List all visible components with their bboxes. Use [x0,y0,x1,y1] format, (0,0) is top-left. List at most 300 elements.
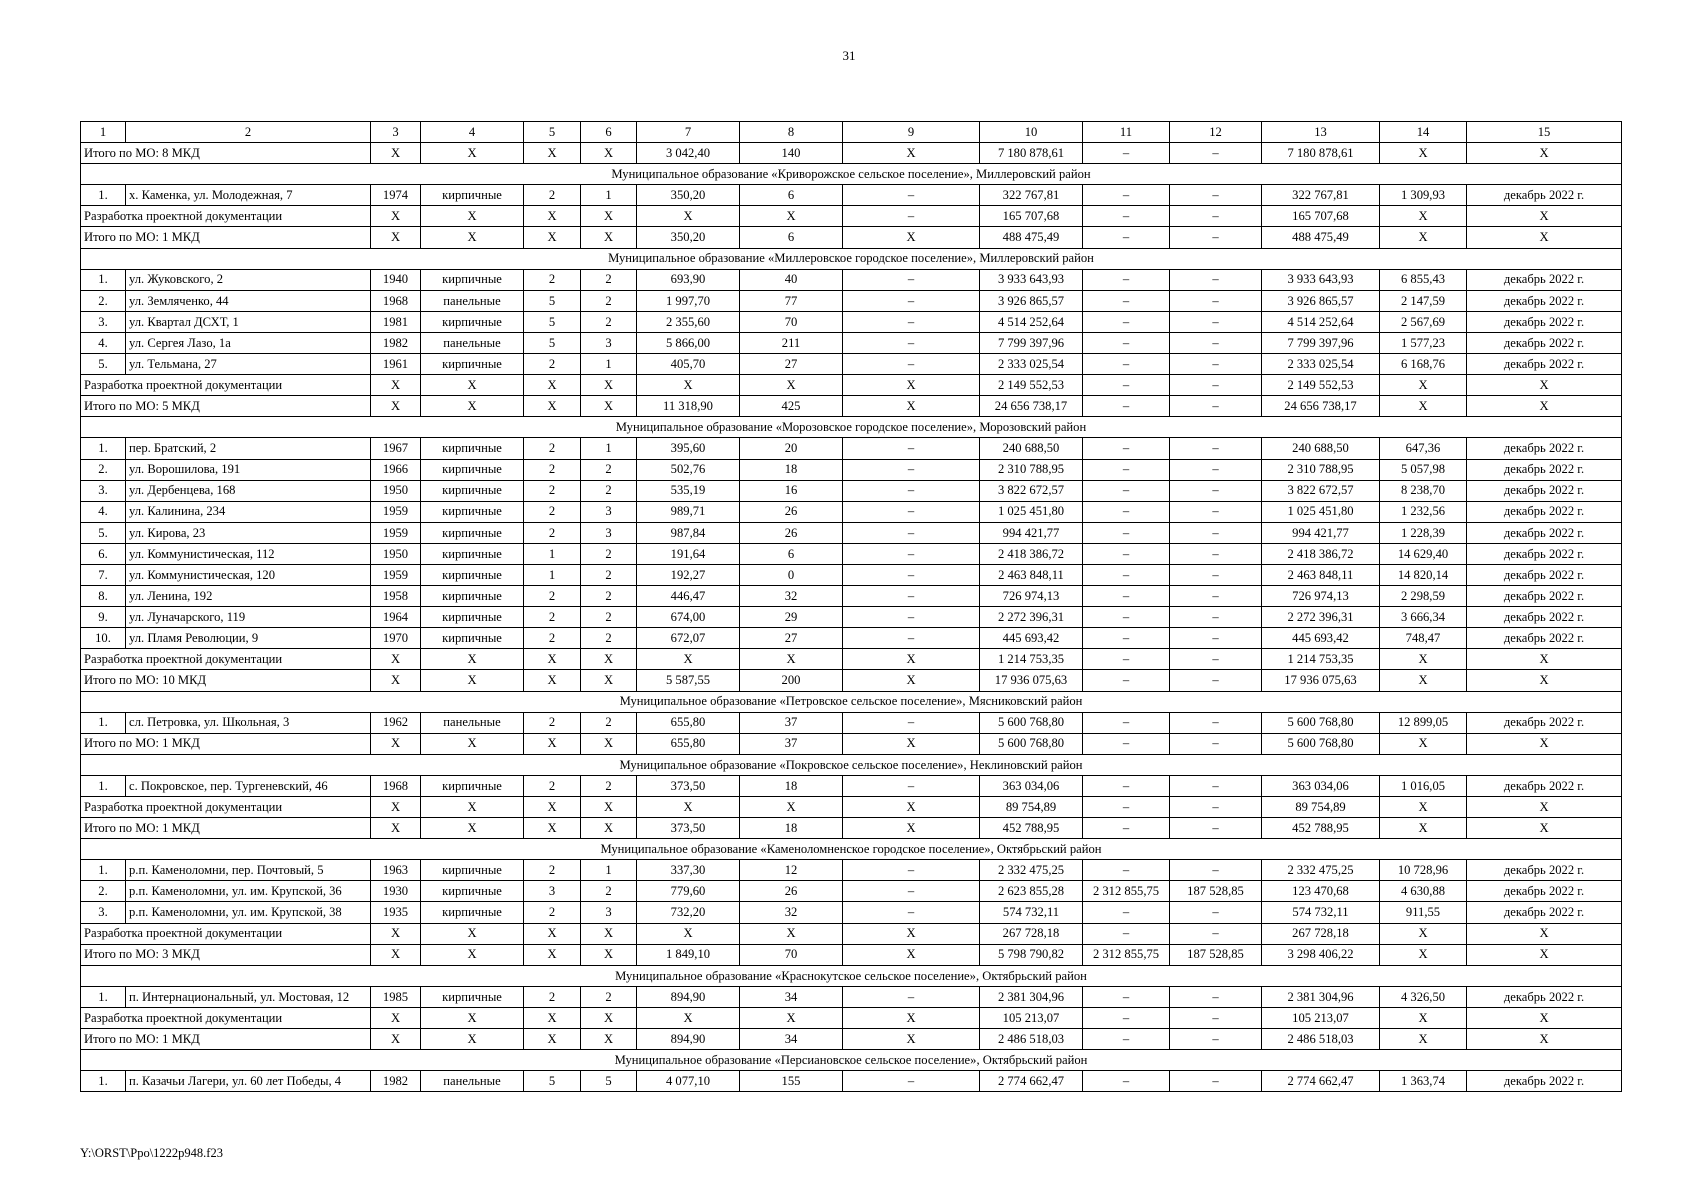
value-cell: Х [581,923,637,944]
value-cell: – [1083,712,1170,733]
value-cell: 535,19 [637,480,740,501]
row-number: 9. [81,607,126,628]
municipality-section-row [81,965,1622,986]
value-cell: – [1083,227,1170,248]
row-number: 1. [81,775,126,796]
value-cell: 655,80 [637,712,740,733]
value-cell: – [1083,396,1170,417]
column-number-cell: 1 [81,122,126,143]
value-cell: – [1170,1007,1262,1028]
value-cell: 674,00 [637,607,740,628]
value-cell: Х [524,649,581,670]
value-cell: – [1170,396,1262,417]
value-cell: Х [581,733,637,754]
value-cell: 1940 [371,269,421,290]
value-cell: – [1170,332,1262,353]
value-cell: – [843,543,980,564]
house-address: ул. Земляченко, 44 [126,290,371,311]
value-cell: – [1170,269,1262,290]
house-address: п. Интернациональный, ул. Мостовая, 12 [126,986,371,1007]
value-cell: – [1170,143,1262,164]
value-cell: – [1083,628,1170,649]
value-cell: – [843,775,980,796]
value-cell: 1 214 753,35 [1262,649,1380,670]
value-cell: 1982 [371,332,421,353]
total-label: Разработка проектной документации [81,923,371,944]
value-cell: – [1170,206,1262,227]
value-cell: 2 [581,881,637,902]
value-cell: 2 [524,628,581,649]
total-label: Итого по МО: 5 МКД [81,396,371,417]
value-cell: Х [740,649,843,670]
value-cell: 1 [581,860,637,881]
value-cell: 1959 [371,564,421,585]
value-cell: Х [1380,923,1467,944]
municipality-section-row [81,691,1622,712]
total-label: Итого по МО: 1 МКД [81,227,371,248]
value-cell: 18 [740,775,843,796]
value-cell: Х [637,923,740,944]
value-cell: декабрь 2022 г. [1467,775,1622,796]
value-cell: 2 [581,543,637,564]
value-cell: – [1170,860,1262,881]
value-cell: Х [637,797,740,818]
value-cell: 32 [740,586,843,607]
value-cell: 2 [581,269,637,290]
value-cell: Х [371,670,421,691]
value-cell: 2 [581,290,637,311]
value-cell: 2 [524,480,581,501]
value-cell: 3 [581,332,637,353]
value-cell: 672,07 [637,628,740,649]
house-row [81,902,1622,923]
value-cell: – [1170,290,1262,311]
value-cell: – [843,185,980,206]
value-cell: 2 [581,607,637,628]
value-cell: 14 820,14 [1380,564,1467,585]
value-cell: 425 [740,396,843,417]
municipality-section-row [81,164,1622,185]
value-cell: Х [843,1029,980,1050]
value-cell: 488 475,49 [1262,227,1380,248]
value-cell: – [1083,185,1170,206]
value-cell: декабрь 2022 г. [1467,543,1622,564]
value-cell: – [843,607,980,628]
column-number-cell: 12 [1170,122,1262,143]
value-cell: 2 [581,628,637,649]
value-cell: – [1083,586,1170,607]
value-cell: 2 333 025,54 [980,354,1083,375]
house-row [81,311,1622,332]
value-cell: 240 688,50 [980,438,1083,459]
value-cell: – [1083,860,1170,881]
value-cell: 1974 [371,185,421,206]
value-cell: 911,55 [1380,902,1467,923]
value-cell: кирпичные [421,881,524,902]
value-cell: декабрь 2022 г. [1467,480,1622,501]
value-cell: 3 [581,902,637,923]
value-cell: Х [1467,797,1622,818]
value-cell: Х [371,1007,421,1028]
value-cell: 1968 [371,290,421,311]
value-cell: – [1083,797,1170,818]
value-cell: 27 [740,354,843,375]
value-cell: 11 318,90 [637,396,740,417]
house-address: с. Покровское, пер. Тургеневский, 46 [126,775,371,796]
value-cell: Х [843,733,980,754]
house-address: ул. Ворошилова, 191 [126,459,371,480]
value-cell: 6 855,43 [1380,269,1467,290]
value-cell: Х [843,670,980,691]
value-cell: – [1170,712,1262,733]
value-cell: Х [1467,670,1622,691]
value-cell: – [1170,1071,1262,1092]
value-cell: 452 788,95 [1262,818,1380,839]
value-cell: – [1083,564,1170,585]
value-cell: 5 057,98 [1380,459,1467,480]
value-cell: 1966 [371,459,421,480]
value-cell: 5 600 768,80 [980,733,1083,754]
house-address: ул. Квартал ДСХТ, 1 [126,311,371,332]
value-cell: – [1083,986,1170,1007]
value-cell: Х [524,818,581,839]
value-cell: 105 213,07 [1262,1007,1380,1028]
municipality-section-row [81,417,1622,438]
value-cell: 6 [740,543,843,564]
value-cell: Х [524,375,581,396]
value-cell: декабрь 2022 г. [1467,628,1622,649]
value-cell: 4 077,10 [637,1071,740,1092]
value-cell: панельные [421,332,524,353]
value-cell: 994 421,77 [980,522,1083,543]
value-cell: 3 [581,522,637,543]
column-number-cell: 11 [1083,122,1170,143]
value-cell: 2 [581,459,637,480]
value-cell: 2 [524,607,581,628]
value-cell: панельные [421,290,524,311]
value-cell: – [1170,1029,1262,1050]
value-cell: 105 213,07 [980,1007,1083,1028]
value-cell: – [1170,775,1262,796]
value-cell: кирпичные [421,564,524,585]
value-cell: 574 732,11 [1262,902,1380,923]
value-cell: 40 [740,269,843,290]
value-cell: – [1083,775,1170,796]
house-row [81,185,1622,206]
value-cell: декабрь 2022 г. [1467,354,1622,375]
value-cell: кирпичные [421,522,524,543]
value-cell: 3 933 643,93 [1262,269,1380,290]
value-cell: – [843,332,980,353]
value-cell: кирпичные [421,986,524,1007]
total-label: Итого по МО: 1 МКД [81,818,371,839]
value-cell: декабрь 2022 г. [1467,185,1622,206]
value-cell: – [843,501,980,522]
value-cell: 1 [524,564,581,585]
value-cell: Х [524,227,581,248]
value-cell: 192,27 [637,564,740,585]
total-label: Итого по МО: 3 МКД [81,944,371,965]
value-cell: декабрь 2022 г. [1467,986,1622,1007]
value-cell: 5 600 768,80 [1262,733,1380,754]
value-cell: 4 326,50 [1380,986,1467,1007]
value-cell: 5 600 768,80 [980,712,1083,733]
value-cell: декабрь 2022 г. [1467,902,1622,923]
value-cell: 240 688,50 [1262,438,1380,459]
value-cell: 3 933 643,93 [980,269,1083,290]
house-address: ул. Тельмана, 27 [126,354,371,375]
value-cell: 2 312 855,75 [1083,944,1170,965]
value-cell: 267 728,18 [1262,923,1380,944]
municipality-name: Муниципальное образование «Петровское сельское поселение», Мясниковский район [81,691,1622,712]
value-cell: 6 [740,227,843,248]
value-cell: декабрь 2022 г. [1467,1071,1622,1092]
value-cell: – [1083,923,1170,944]
value-cell: Х [581,1007,637,1028]
value-cell: 16 [740,480,843,501]
total-label: Разработка проектной документации [81,1007,371,1028]
value-cell: кирпичные [421,628,524,649]
value-cell: 2 [581,775,637,796]
value-cell: Х [581,227,637,248]
value-cell: Х [1380,649,1467,670]
house-address: р.п. Каменоломни, ул. им. Крупской, 38 [126,902,371,923]
value-cell: кирпичные [421,480,524,501]
value-cell: 2 [524,354,581,375]
value-cell: 452 788,95 [980,818,1083,839]
value-cell: 350,20 [637,227,740,248]
value-cell: Х [421,375,524,396]
value-cell: 5 [524,332,581,353]
house-row [81,332,1622,353]
value-cell: 1959 [371,501,421,522]
total-label: Итого по МО: 8 МКД [81,143,371,164]
row-number: 7. [81,564,126,585]
value-cell: – [843,459,980,480]
value-cell: 2 [524,902,581,923]
value-cell: 1961 [371,354,421,375]
value-cell: Х [524,396,581,417]
value-cell: кирпичные [421,543,524,564]
value-cell: 2 332 475,25 [1262,860,1380,881]
value-cell: 574 732,11 [980,902,1083,923]
value-cell: 70 [740,944,843,965]
house-row [81,986,1622,1007]
house-row [81,480,1622,501]
row-number: 1. [81,986,126,1007]
row-number: 2. [81,459,126,480]
value-cell: панельные [421,712,524,733]
value-cell: 655,80 [637,733,740,754]
column-number-cell: 9 [843,122,980,143]
value-cell: 2 486 518,03 [980,1029,1083,1050]
column-number-cell: 10 [980,122,1083,143]
value-cell: – [1083,290,1170,311]
value-cell: 2 149 552,53 [1262,375,1380,396]
value-cell: 373,50 [637,775,740,796]
value-cell: 1 363,74 [1380,1071,1467,1092]
municipality-name: Муниципальное образование «Покровское сельское поселение», Неклиновский район [81,754,1622,775]
value-cell: 2 272 396,31 [1262,607,1380,628]
total-row [81,797,1622,818]
value-cell: 502,76 [637,459,740,480]
value-cell: 24 656 738,17 [980,396,1083,417]
value-cell: – [1083,649,1170,670]
house-address: ул. Кирова, 23 [126,522,371,543]
value-cell: Х [581,396,637,417]
value-cell: 187 528,85 [1170,881,1262,902]
value-cell: кирпичные [421,311,524,332]
house-address: ул. Луначарского, 119 [126,607,371,628]
value-cell: Х [371,143,421,164]
column-number-cell: 6 [581,122,637,143]
value-cell: 2 774 662,47 [1262,1071,1380,1092]
value-cell: Х [1467,944,1622,965]
value-cell: – [1083,269,1170,290]
total-row [81,396,1622,417]
value-cell: 2 [581,986,637,1007]
value-cell: – [1083,543,1170,564]
value-cell: – [843,522,980,543]
value-cell: Х [1380,1007,1467,1028]
row-number: 1. [81,860,126,881]
value-cell: 779,60 [637,881,740,902]
house-row [81,543,1622,564]
value-cell: – [843,290,980,311]
value-cell: 12 899,05 [1380,712,1467,733]
value-cell: – [1170,902,1262,923]
value-cell: 70 [740,311,843,332]
value-cell: – [1170,438,1262,459]
value-cell: – [1083,438,1170,459]
value-cell: кирпичные [421,438,524,459]
value-cell: – [843,354,980,375]
value-cell: 1 [581,438,637,459]
value-cell: Х [371,818,421,839]
value-cell: – [1170,986,1262,1007]
value-cell: 3 926 865,57 [1262,290,1380,311]
value-cell: Х [371,797,421,818]
house-address: ул. Жуковского, 2 [126,269,371,290]
value-cell: 140 [740,143,843,164]
value-cell: 2 147,59 [1380,290,1467,311]
value-cell: кирпичные [421,860,524,881]
value-cell: Х [637,1007,740,1028]
value-cell: 165 707,68 [980,206,1083,227]
row-number: 5. [81,522,126,543]
value-cell: 363 034,06 [980,775,1083,796]
value-cell: Х [421,923,524,944]
total-row [81,206,1622,227]
value-cell: 155 [740,1071,843,1092]
value-cell: – [1083,459,1170,480]
value-cell: Х [581,797,637,818]
house-row [81,586,1622,607]
value-cell: 363 034,06 [1262,775,1380,796]
value-cell: 2 [524,438,581,459]
value-cell: – [843,712,980,733]
value-cell: 1 025 451,80 [980,501,1083,522]
value-cell: 3 666,34 [1380,607,1467,628]
total-row [81,1007,1622,1028]
house-row [81,1071,1622,1092]
value-cell: 2 [581,311,637,332]
value-cell: – [1083,1007,1170,1028]
value-cell: Х [371,396,421,417]
house-row [81,607,1622,628]
total-row [81,227,1622,248]
row-number: 6. [81,543,126,564]
value-cell: 165 707,68 [1262,206,1380,227]
value-cell: Х [1380,206,1467,227]
row-number: 4. [81,332,126,353]
value-cell: Х [421,143,524,164]
value-cell: – [1083,354,1170,375]
value-cell: – [1170,543,1262,564]
row-number: 2. [81,881,126,902]
value-cell: 395,60 [637,438,740,459]
value-cell: 10 728,96 [1380,860,1467,881]
value-cell: декабрь 2022 г. [1467,501,1622,522]
value-cell: 24 656 738,17 [1262,396,1380,417]
value-cell: – [843,269,980,290]
house-address: ул. Калинина, 234 [126,501,371,522]
value-cell: Х [371,733,421,754]
value-cell: – [1083,480,1170,501]
value-cell: 989,71 [637,501,740,522]
value-cell: декабрь 2022 г. [1467,290,1622,311]
value-cell: Х [843,143,980,164]
row-number: 1. [81,712,126,733]
value-cell: – [1083,818,1170,839]
value-cell: Х [581,944,637,965]
value-cell: Х [637,206,740,227]
value-cell: – [1170,480,1262,501]
value-cell: – [843,206,980,227]
value-cell: – [843,586,980,607]
column-number-cell: 14 [1380,122,1467,143]
value-cell: – [1083,1071,1170,1092]
value-cell: 7 799 397,96 [1262,332,1380,353]
total-label: Разработка проектной документации [81,797,371,818]
value-cell: Х [421,396,524,417]
value-cell: – [1170,311,1262,332]
municipality-name: Муниципальное образование «Каменоломненское городское поселение», Октябрьский район [81,839,1622,860]
value-cell: 34 [740,1029,843,1050]
house-address: ул. Коммунистическая, 120 [126,564,371,585]
value-cell: – [843,311,980,332]
value-cell: 3 042,40 [637,143,740,164]
value-cell: – [843,480,980,501]
value-cell: 5 866,00 [637,332,740,353]
municipality-section-row [81,248,1622,269]
value-cell: 1985 [371,986,421,1007]
value-cell: 2 [524,501,581,522]
value-cell: – [1170,628,1262,649]
value-cell: Х [843,396,980,417]
repair-program-table [80,121,1622,1092]
total-row [81,944,1622,965]
value-cell: Х [1380,944,1467,965]
value-cell: 1935 [371,902,421,923]
municipality-name: Муниципальное образование «Персиановское сельское поселение», Октябрьский район [81,1050,1622,1071]
value-cell: – [1170,375,1262,396]
value-cell: 1 [581,354,637,375]
value-cell: Х [1467,206,1622,227]
value-cell: 647,36 [1380,438,1467,459]
value-cell: – [843,860,980,881]
value-cell: 2 [524,860,581,881]
